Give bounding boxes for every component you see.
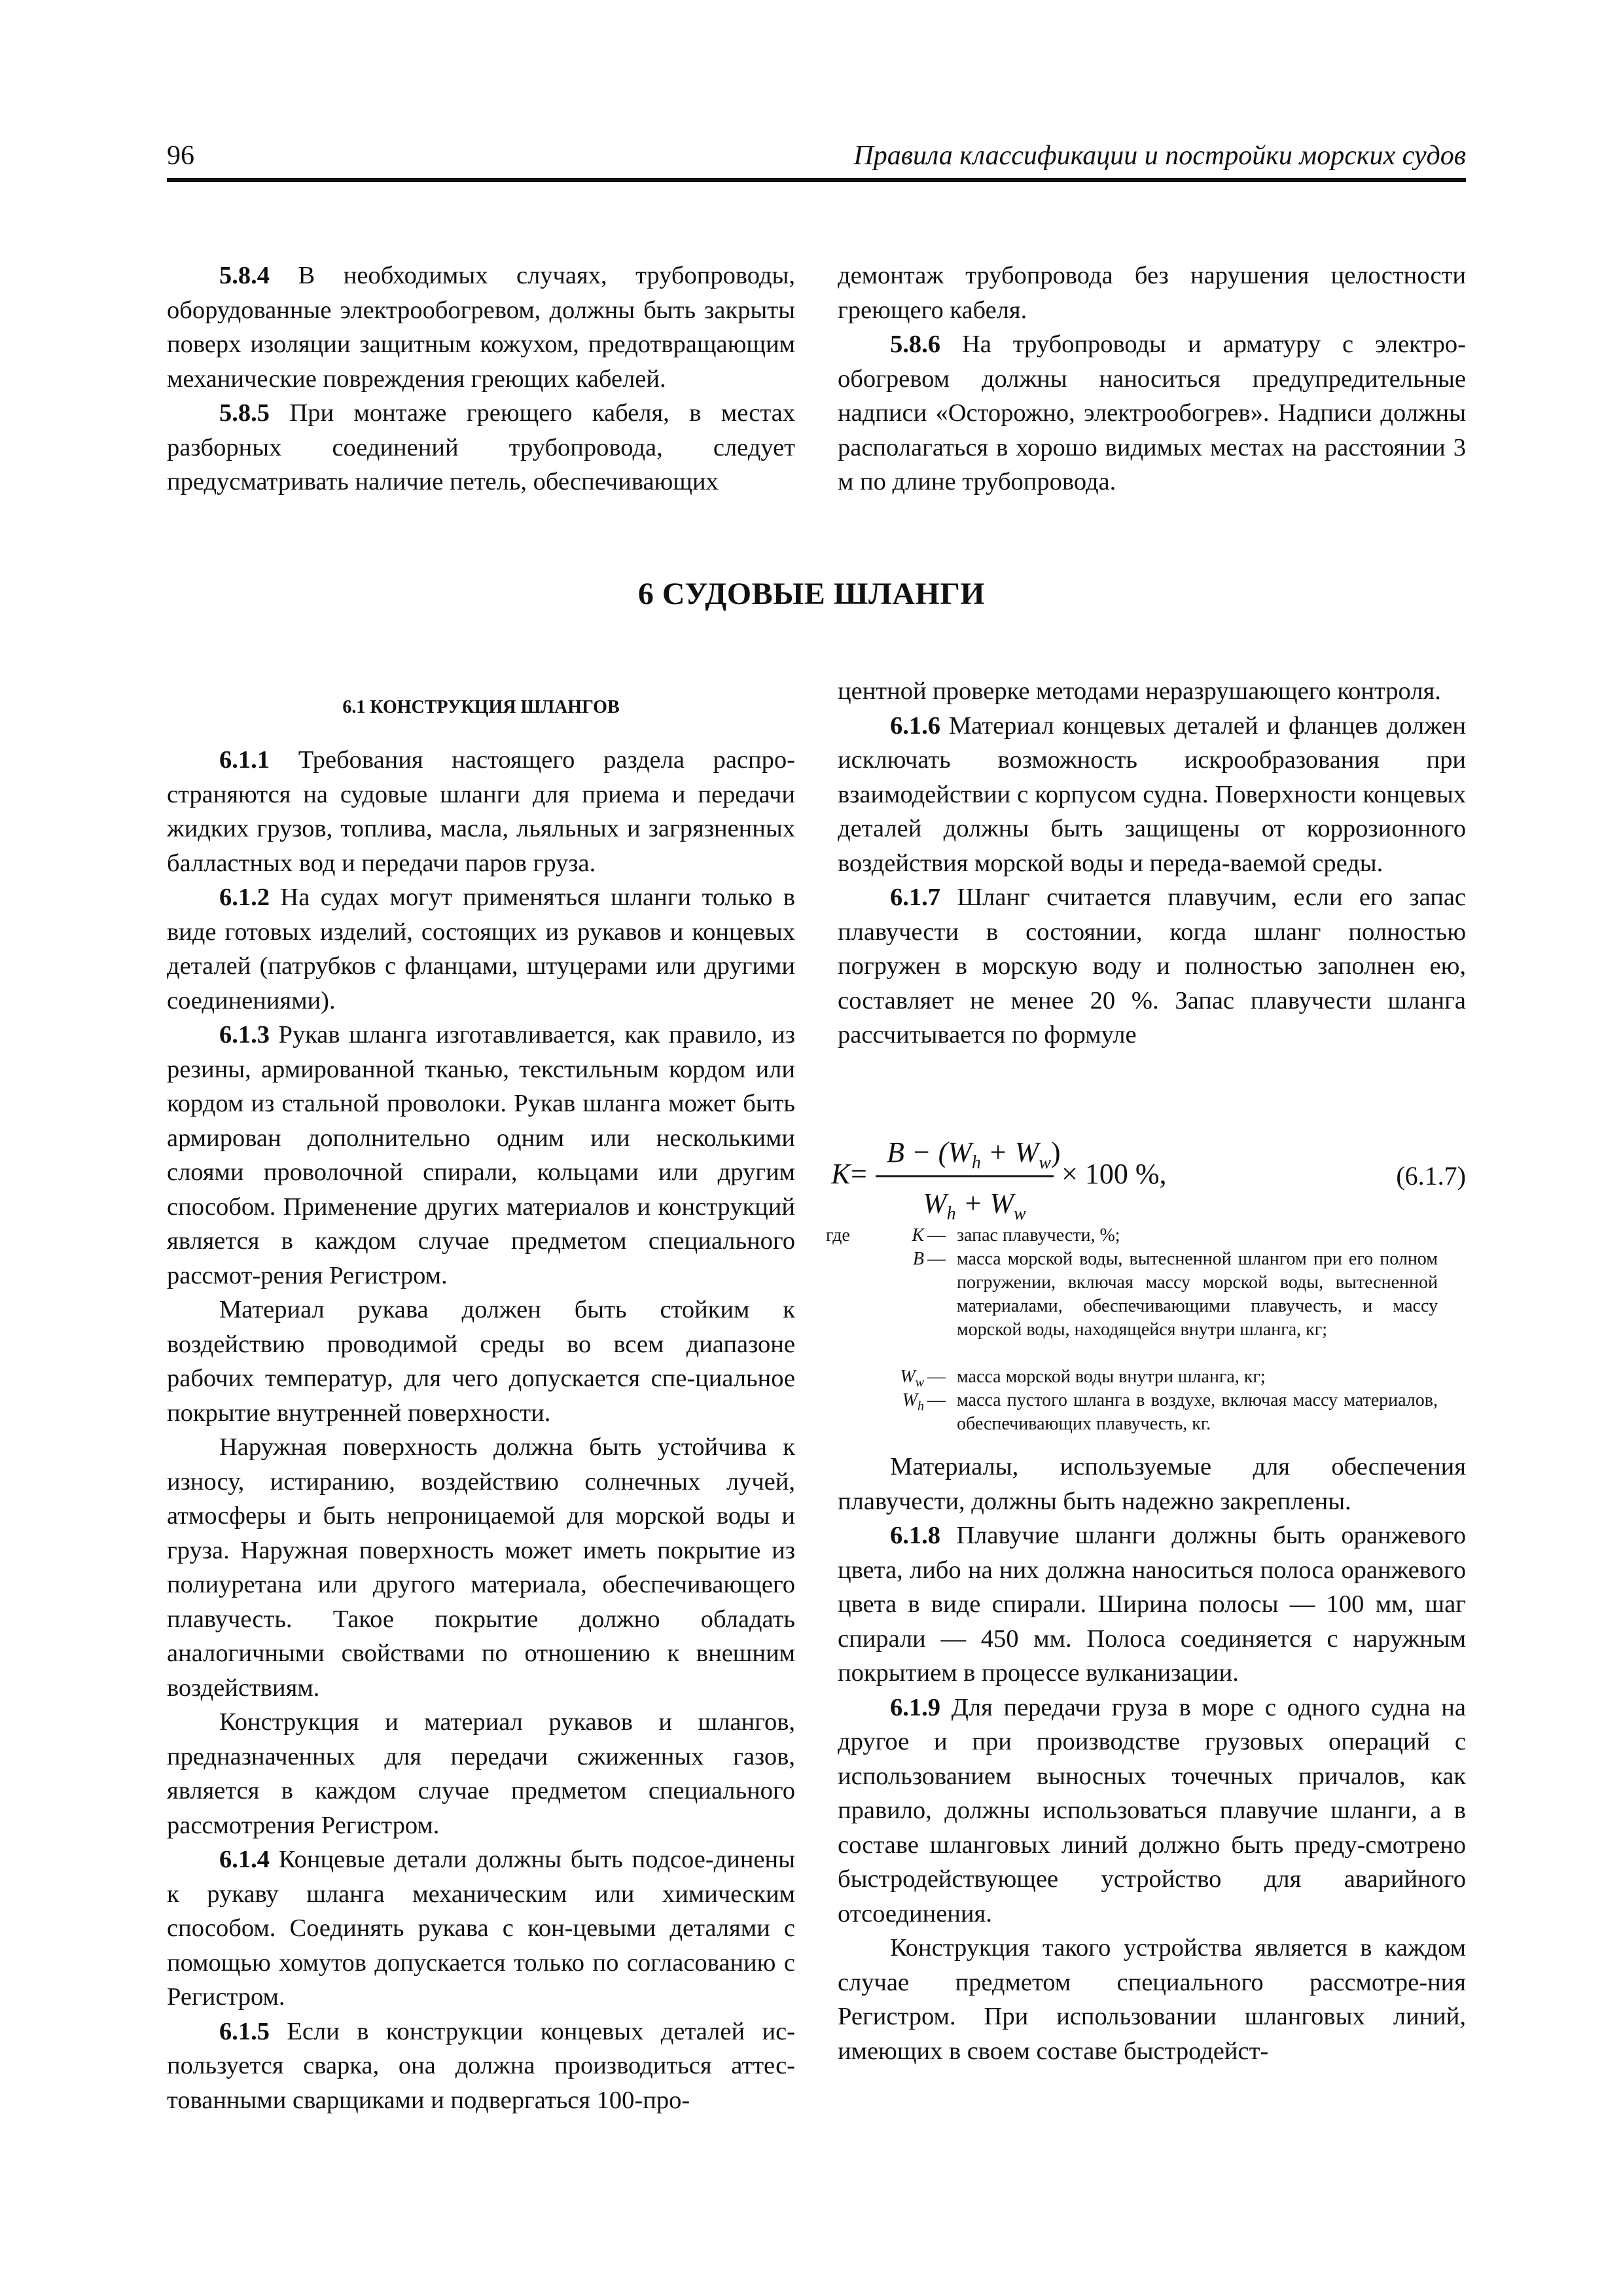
formula-graphic [831, 1122, 1368, 1227]
running-title: Правила классификации и постройки морских судов [853, 141, 1466, 171]
paragraph-5-8-5: 5.8.5 При монтаже греющего кабеля, в местах разборных соединений трубопровода, следует предусматривать наличие петель, обеспечивающих [167, 399, 795, 495]
paragraph-5-8-4: 5.8.4 В необходимых случаях, трубопроводы, оборудованные электрообогревом, должны быть закрыты поверх изоляции защитным кожухом, предотвращающим механические повреждения греющих кабелей. [167, 262, 795, 393]
formula-equals: = [851, 1158, 867, 1190]
where-word: где [826, 1225, 850, 1246]
paragraph-buoyancy-materials: Материалы, используемые для обеспечения плавучести, должны быть надежно закреплены. [838, 1453, 1466, 1515]
buoyancy-formula [831, 1122, 1466, 1227]
page-number: 96 [167, 141, 194, 171]
paragraph-6-1-8: 6.1.8 Плавучие шланги должны быть оранжевого цвета, либо на них должна наноситься полоса оранжевого цвета в виде спирали. Ширина полосы — 100 мм, шаг спирали — 450 мм. Полоса соединяется с наружным покрытием в процессе вулканизации. [838, 1522, 1466, 1687]
chapter-title: 6 СУДОВЫЕ ШЛАНГИ [637, 577, 986, 611]
formula-lhs: K [831, 1158, 851, 1190]
paragraph-6-1-5: 6.1.5 Если в конструкции концевых деталей ис-пользуется сварка, она должна производиться аттес-тованными сварщиками и подвергаться 100-про- [167, 2017, 795, 2114]
paragraph-6-1-1: 6.1.1 Требования настоящего раздела распро-страняются на судовые шланги для приема и передачи жидких грузов, топлива, масла, льяльных и загрязненных балластных вод и передачи паров груза. [167, 746, 795, 877]
paragraph-6-1-2: 6.1.2 На судах могут применяться шланги только в виде готовых изделий, состоящих из рукавов и концевых деталей (патрубков с фланцами, штуцерами или другими соединениями). [167, 884, 795, 1014]
formula-factor: × 100 %, [1061, 1158, 1167, 1190]
paragraph-6-1-3: 6.1.3 Рукав шланга изготавливается, как правило, из резины, армированной тканью, текстильным кордом или кордом из стальной проволоки. Рукав шланга может быть армирован дополнительно одним или несколькими слоями проволочной спирали, кольцами или другим способом. Применение других материалов и конструкций является в каждом случае предметом специального рассмот-рения Регистром. [167, 1021, 795, 1289]
paragraph-6-1-6: 6.1.6 Материал концевых деталей и фланцев должен исключать возможность искрообразования при взаимодействии с корпусом судна. Поверхности концевых деталей должны быть защищены от коррозионного воздействия морской воды и переда-ваемой среды. [838, 711, 1466, 877]
left-column [167, 743, 795, 2117]
top-right-column [838, 259, 1466, 499]
paragraph-hose-material: Материал рукава должен быть стойким к воздействию проводимой среды во всем диапазоне рабочих температур, для чего допускается спе-циальное покрытие внутренней поверхности. [167, 1296, 795, 1427]
top-left-column [167, 259, 795, 499]
paragraph-6-1-7: 6.1.7 Шланг считается плавучим, если его запас плавучести в состоянии, когда шланг полностью погружен в морскую воду и полностью заполнен ею, составляет не менее 20 %. Запас плавучести шланга рассчитывается по формуле [838, 884, 1466, 1049]
right-column-top [838, 674, 1466, 1052]
formula-denominator: $W_h + W_w$ [923, 1187, 1026, 1224]
paragraph-quick-release-device: Конструкция такого устройства является в каждом случае предметом специального рассмотре-ния Регистром. При использовании шланговых линий, имеющих в своем составе быстродейст- [838, 1934, 1466, 2065]
page-header [167, 137, 1466, 182]
paragraph-5-8-6: 5.8.6 На трубопроводы и арматуру с электро-обогревом должны наноситься предупредительные надписи «Осторожно, электрообогрев». Надписи должны располагаться в хорошо видимых местах на расстоянии 3 м по длине трубопровода. [838, 331, 1466, 495]
paragraph-6-1-9: 6.1.9 Для передачи груза в море с одного судна на другое и при производстве грузовых операций с использованием выносных точечных причалов, как правило, должны использоваться плавучие шланги, а в составе шланговых линий должно быть преду-смотрено быстродействующее устройство для аварийного отсоединения. [838, 1693, 1466, 1928]
paragraph-outer-surface: Наружная поверхность должна быть устойчива к износу, истиранию, воздействию солнечных лучей, атмосферы и быть непроницаемой для морской воды и груза. Наружная поверхность может иметь покрытие из полиуретана или другого материала, обеспечивающего плавучесть. Такое покрытие должно обладать аналогичными свойствами по отношению к внешним воздействиям. [167, 1433, 795, 1702]
section-title: 6.1 КОНСТРУКЦИЯ ШЛАНГОВ [342, 697, 620, 717]
paragraph-liquefied-gas-hoses: Конструкция и материал рукавов и шлангов, предназначенных для передачи сжиженных газов, является в каждом случае предметом специального рассмотрения Регистром. [167, 1708, 795, 1839]
right-column-bottom [838, 1450, 1466, 2068]
equation-number: (6.1.7) [1396, 1161, 1466, 1191]
paragraph-6-1-5-continued: центной проверке методами неразрушающего контроля. [838, 677, 1441, 705]
formula-numerator: $B - (W_h + W_w)$ [887, 1136, 1061, 1173]
paragraph-5-8-5-continued: демонтаж трубопровода без нарушения целостности греющего кабеля. [838, 262, 1466, 324]
paragraph-6-1-4: 6.1.4 Концевые детали должны быть подсое-динены к рукаву шланга механическим или химическим способом. Соединять рукава с кон-цевыми деталями с помощью хомутов допускается только по согласованию с Регистром. [167, 1846, 795, 2011]
document-page: 96 Правила классификации и постройки морских судов 5.8.4 В необходимых случаях, трубопроводы, оборудованные электрообогревом, должны быть закрыты поверх изоляции защитным кожухом, предотвращающим механические повреждения греющих кабелей. 5.8.5 При монтаже греющего кабеля, в местах разборных соединений трубопровода, следует предусматривать наличие петель, обеспечивающих демонтаж трубопровода без нарушения целостности греющего кабеля. 5.8.6 На трубопроводы и арматуру с электро-обогревом должны наноситься предупредительные надписи «Осторожно, электрообогрев». Надписи должны располагаться в хорошо видимых местах на расстоянии 3 м по длине трубопровода. 6 СУДОВЫЕ ШЛАНГИ 6.1 КОНСТРУКЦИЯ ШЛАНГОВ 6.1.1 Требования настоящего раздела распро-страняются на судовые шланги для приема и передачи жидких грузов, топлива, масла, льяльных и загрязненных балластных вод и передачи паров груза. 6.1.2 На судах могут применяться шланги только в виде готовых изделий, состоящих из рукавов и концевых деталей (патрубков с фланцами, штуцерами или другими соединениями). 6.1.3 Рукав шланга изготавливается, как правило, из резины, армированной тканью, текстильным кордом или кордом из стальной проволоки. Рукав шланга может быть армирован дополнительно одним или несколькими слоями проволочной спирали, кольцами или другим способом. Применение других материалов и конструкций является в каждом случае предметом специального рассмот-рения Регистром. Материал рукава должен быть стойким к воздействию проводимой среды во всем диапазоне рабочих температур, для чего допускается спе-циальное покрытие внутренней поверхности. Наружная поверхность должна быть устойчива к износу, истиранию, воздействию солнечных лучей, атмосферы и быть непроницаемой для морской воды и груза. Наружная поверхность может иметь покрытие из полиуретана или другого материала, обеспечивающего плавучесть. Такое покрытие должно обладать аналогичными свойствами по отношению к внешним воздействиям. Конструкция и материал рукавов и шлангов, предназначенных для передачи сжиженных газов, является в каждом случае предметом специального рассмотрения Регистром. 6.1.4 Концевые детали должны быть подсое-динены к рукаву шланга механическим или химическим способом. Соединять рукава с кон-цевыми деталями с помощью хомутов допускается только по согласованию с Регистром. 6.1.5 Если в конструкции концевых деталей ис-пользуется сварка, она должна производиться аттес-тованными сварщиками и подвергаться 100-про- центной проверке методами неразрушающего контроля. 6.1.6 Материал концевых деталей и фланцев должен исключать возможность искрообразования при взаимодействии с корпусом судна. Поверхности концевых деталей должны быть защищены от коррозионного воздействия морской воды и переда-ваемой среды. 6.1.7 Шланг считается плавучим, если его запас плавучести в состоянии, когда шланг полностью погружен в морскую воду и полностью заполнен ею, составляет не менее 20 %. Запас плавучести шланга рассчитывается по формуле K = $B - (W_h + W_w)$ $W_h + W_w$ × 100 %, (6.1.7) где K — запас плавучести, %; B — масса морской воды, вытесненной шлангом при его полном погружении, включая массу морской воды, вытесненной материалами, обеспечивающими плавучесть, и массу морской воды, находящейся внутри шланга, кг; $W_w$ — масса морской воды внутри шланга, кг; $W_h$ — масса пустого шланга в воздухе, включая массу материалов, обеспечивающих плавучесть, кг. Материалы, используемые для обеспечения плавучести, должны быть надежно закреплены. 6.1.8 Плавучие шланги должны быть оранжевого цвета, либо на них должна наноситься полоса оранжевого цвета в виде спирали. Ширина полосы — 100 мм, шаг спирали — 450 мм. Полоса соединяется с наружным покрытием в процессе вулканизации. 6.1.9 Для передачи груза в море с одного судна на другое и при производстве грузовых операций с использованием выносных точечных причалов, как правило, должны использоваться плавучие шланги, а в составе шланговых линий должно быть преду-смотрено быстродействующее устройство для аварийного отсоединения. Конструкция такого устройства является в каждом случае предметом специального рассмотре-ния Регистром. При использовании шланговых линий, имеющих в своем составе быстродейст- [0, 0, 1623, 2296]
